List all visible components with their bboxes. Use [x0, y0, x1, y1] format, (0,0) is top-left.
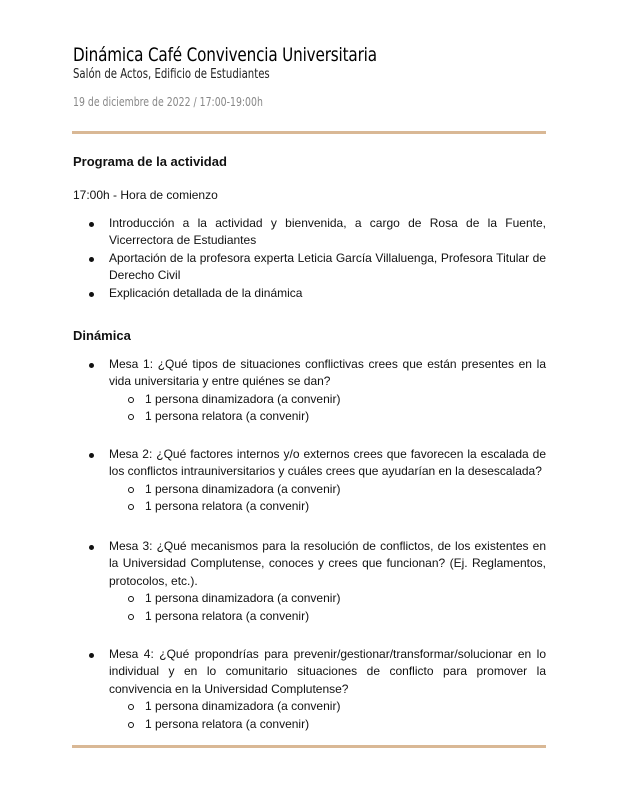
document-subtitle: Salón de Actos, Edificio de Estudiantes: [73, 67, 270, 82]
mesa-question: Mesa 2: ¿Qué factores internos y/o externos crees que favorecen la escalada de los conflictos intrauniversitarios y cuáles crees que ayudarían en la desescalada?: [109, 447, 546, 479]
mesa-question: Mesa 4: ¿Qué propondrías para prevenir/gestionar/transformar/solucionar en lo individual y en lo comunitario situaciones de conflicto para promover la convivencia en la Universidad Complutense?: [109, 647, 546, 696]
role-list: [109, 481, 546, 516]
mesa-question: Mesa 3: ¿Qué mecanismos para la resolución de conflictos, de los existentes en la Universidad Complutense, conoces y crees que funcionan? (Ej. Reglamentos, protocolos, etc.).: [109, 539, 546, 588]
list-item: [73, 356, 546, 426]
list-item: Introducción a la actividad y bienvenida, a cargo de Rosa de la Fuente, Vicerrectora de Estudiantes: [73, 215, 546, 250]
role-item: 1 persona relatora (a convenir): [109, 608, 546, 625]
role-item: 1 persona relatora (a convenir): [109, 716, 546, 733]
role-list: [109, 391, 546, 426]
list-item: [73, 538, 546, 625]
programa-list: [73, 215, 546, 302]
mesa-question: Mesa 1: ¿Qué tipos de situaciones conflictivas crees que están presentes en la vida universitaria y entre quiénes se dan?: [109, 357, 546, 389]
mesa-1: [73, 356, 546, 426]
role-item: 1 persona dinamizadora (a convenir): [109, 391, 546, 408]
section-heading-dinamica: Dinámica: [73, 328, 131, 343]
document-title: Dinámica Café Convivencia Universitaria: [73, 44, 377, 66]
role-list: [109, 590, 546, 625]
mesa-3: [73, 538, 546, 625]
list-item: [73, 646, 546, 733]
role-item: 1 persona dinamizadora (a convenir): [109, 590, 546, 607]
bottom-divider: [72, 745, 546, 748]
list-item: Aportación de la profesora experta Leticia García Villaluenga, Profesora Titular de Derecho Civil: [73, 250, 546, 285]
mesa-2: [73, 446, 546, 516]
top-divider: [72, 131, 546, 134]
section-heading-programa: Programa de la actividad: [73, 154, 227, 169]
role-list: [109, 698, 546, 733]
list-item: [73, 446, 546, 516]
event-date: 19 de diciembre de 2022 / 17:00-19:00h: [73, 95, 263, 109]
role-item: 1 persona dinamizadora (a convenir): [109, 481, 546, 498]
role-item: 1 persona dinamizadora (a convenir): [109, 698, 546, 715]
role-item: 1 persona relatora (a convenir): [109, 498, 546, 515]
mesa-4: [73, 646, 546, 733]
start-time: 17:00h - Hora de comienzo: [73, 188, 218, 202]
role-item: 1 persona relatora (a convenir): [109, 408, 546, 425]
list-item: Explicación detallada de la dinámica: [73, 285, 546, 302]
